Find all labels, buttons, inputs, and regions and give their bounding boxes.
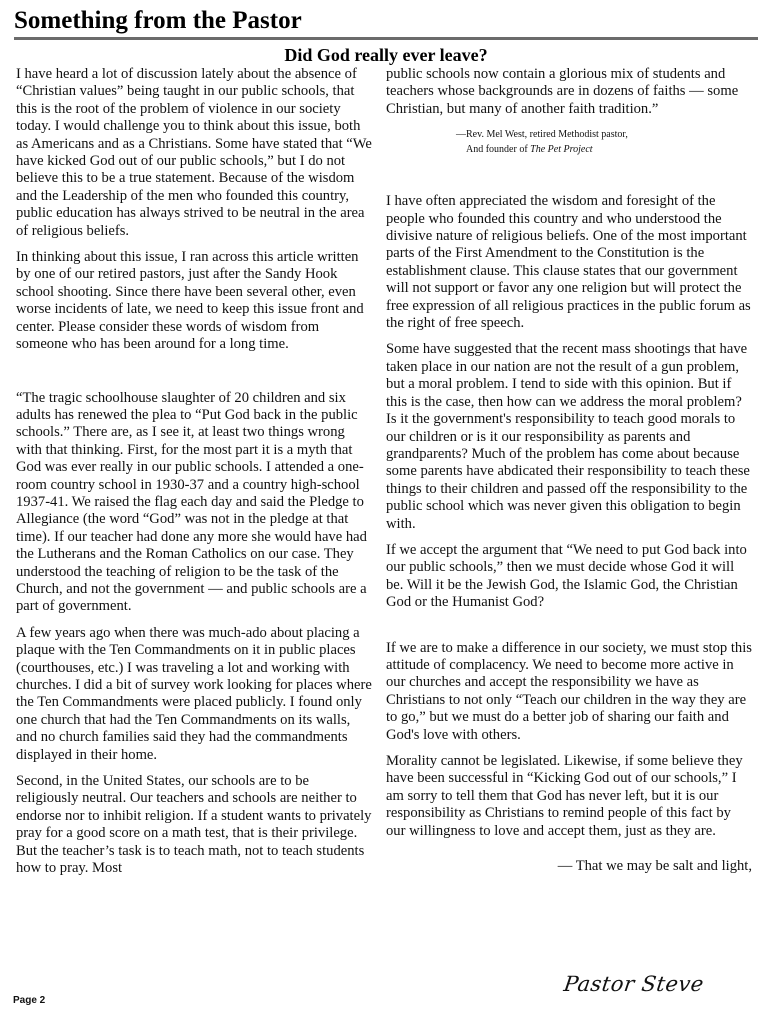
organization-name: The Pet Project <box>530 144 593 156</box>
page-number: Page 2 <box>13 995 46 1006</box>
quote-paragraph: Second, in the United States, our schools are to be religiously neutral. Our teachers and schools are neither to endorse nor to inhibit religion. If a student wants to privately pray for a good score on a math test, that is their privilege. But the teacher’s task is to teach math, not to teach students how to pray. Most <box>16 773 372 877</box>
attribution-line <box>386 142 752 157</box>
quote-attribution <box>386 127 752 157</box>
paragraph: In thinking about this issue, I ran across this article written by one of our retired pastors, just after the Sandy Hook school shooting. Since there have been several other, even worse incidents of late, we need to keep this issue front and center. Please consider these words of wisdom from someone who has been around for a long time. <box>16 249 364 353</box>
paragraph: If we are to make a difference in our society, we must stop this attitude of complacency. We need to become more active in our churches and accept the responsibility we have as Christians to not only “Teach our children in the way they are to go,” but we must do a better job of sharing our faith and God's love with others. <box>386 639 752 743</box>
paragraph: I have often appreciated the wisdom and foresight of the people who founded this country and who understood the divisive nature of religious beliefs. One of the most important parts of the First Amendment to the Constitution is the establishment clause. This clause states that our government will not support or favor any one religion but will protect the free expression of all religious practices in the public forum as the right of free speech. <box>386 193 751 332</box>
paragraph: If we accept the argument that “We need to put God back into our public schools,” then we must decide whose God it will be. Will it be the Jewish God, the Islamic God, the Christian God or the Humanist God? <box>386 541 747 611</box>
quote-paragraph: A few years ago when there was much-ado about placing a plaque with the Ten Commandments on it in public places (courthouses, etc.) I was traveling a lot and working with churches. I did a bit of survey work looking for places where the Ten Commandments were placed publicly. I found only one church that had the Ten Commandments on its walls, and no church families said they had the commandments displayed in their home. <box>16 624 372 763</box>
article-title: Did God really ever leave? <box>284 45 488 65</box>
signature: Pastor Steve <box>562 972 706 996</box>
quote-paragraph: public schools now contain a glorious mix of students and teachers whose backgrounds are in dozens of faiths — some Christian, but many of another faith tradition.” <box>386 66 739 117</box>
paragraph: Some have suggested that the recent mass shootings that have taken place in our nation are not the result of a gun problem, but a moral problem. I tend to side with this opinion. But if this is the case, then how can we address the moral problem? Is it the government's responsibility to teach good morals to our children or is it our responsibility as parents and grandparents? Much of the problem has come about because some parents have abdicated their responsibility to teach these things to their children and passed off the responsibility to the public school which was never given this obligation to begin with. <box>386 341 750 532</box>
paragraph: Morality cannot be legislated. Likewise, if some believe they have been successful in “Kicking God out of our schools,” I am sorry to tell them that God has never left, but it is our responsibility as Christians to remind people of this fact by our willingness to love and accept them, just as they are. <box>386 753 743 839</box>
section-title: Something from the Pastor <box>14 7 302 34</box>
paragraph: I have heard a lot of discussion lately about the absence of “Christian values” being taught in our public schools, that this is the root of the problem of violence in our society today. I would challenge you to think about this issue, both as Americans and as a Christians. Some have stated that “We have kicked God out of our public schools,” but I do not believe this to be a true statement. Because of the wisdom and the Leadership of the men who founded this country, public education has always strived to be neutral in the area of religious beliefs. <box>16 66 372 239</box>
right-column <box>386 66 752 875</box>
attribution-line: —Rev. Mel West, retired Methodist pastor, <box>456 129 628 141</box>
page-header <box>14 6 758 40</box>
closing-line: — That we may be salt and light, <box>557 858 752 875</box>
attribution-prefix: And founder of <box>466 144 531 156</box>
quote-paragraph: “The tragic schoolhouse slaughter of 20 children and six adults has renewed the plea to “Put God back in the public schools.” There are, as I see it, at least two things wrong with that thinking. First, for the most part it is a myth that God was ever really in our public schools. I attended a one-room country school in 1930-37 and a country high-school 1937-41. We raised the flag each day and said the Pledge to Allegiance (the word “God” was not in the pledge at that time). If our teacher had done any more she would have had the Lutherans and the Roman Catholics on our case. They understood the teaching of religion to be the task of the Church, and not the government — and public schools are a part of government. <box>16 389 367 615</box>
left-column <box>16 66 374 886</box>
header-rule <box>14 37 758 40</box>
